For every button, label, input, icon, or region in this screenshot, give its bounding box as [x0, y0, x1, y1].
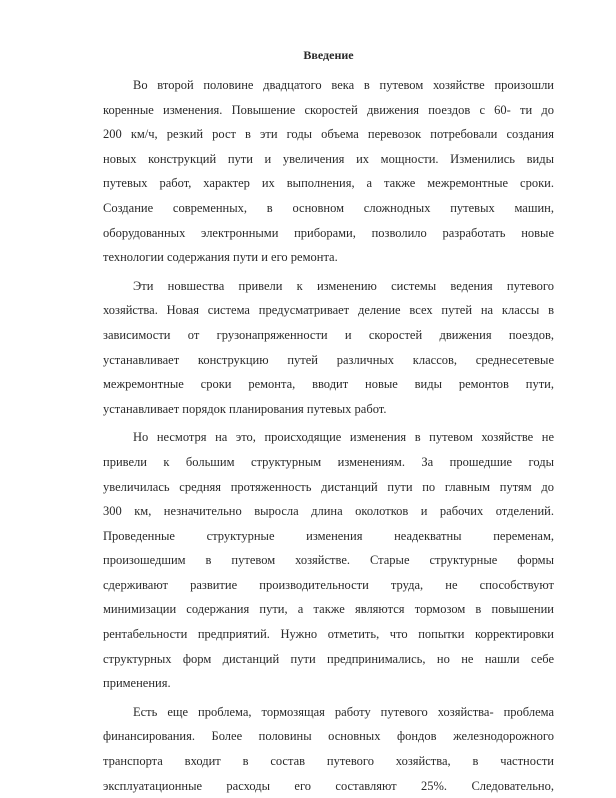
text-line: Создание современных, в основном сложнодных путевых машин, — [103, 200, 554, 215]
text-line: увеличилась средняя протяженность дистанций пути по главным путям до — [103, 479, 554, 494]
text-line: зависимости от грузонапряженности и скоростей движения поездов, — [103, 327, 554, 342]
body-text — [103, 73, 554, 798]
text-line: произошедшим в путевом хозяйстве. Старые структурные формы — [103, 553, 554, 568]
text-line: структурных форм дистанций пути предпринимались, но не нашли себе — [103, 651, 554, 666]
text-line: транспорта входит в состав путевого хозяйства, в частности — [103, 754, 554, 769]
text-line: привели к большим структурным изменениям. За прошедшие годы — [103, 454, 554, 469]
text-line: устанавливает порядок планирования путевых работ. — [103, 401, 387, 416]
paragraph — [103, 425, 554, 696]
text-line: 200 км/ч, резкий рост в эти годы объема перевозок потребовали создания — [103, 127, 554, 142]
text-line: путевых работ, характер их выполнения, а также межремонтные сроки. — [103, 176, 554, 191]
text-line: новых конструкций пути и увеличения их мощности. Изменились виды — [103, 151, 554, 166]
text-line: технологии содержания пути и его ремонта. — [103, 250, 338, 265]
text-line: эксплуатационные расходы его составляют 25%. Следовательно, — [103, 778, 554, 793]
text-line: Проведенные структурные изменения неадекватны переменам, — [103, 528, 554, 543]
text-line: межремонтные сроки ремонта, вводит новые виды ремонтов пути, — [103, 377, 554, 392]
page-title: Введение — [303, 48, 354, 62]
paragraph — [103, 73, 554, 270]
paragraph — [103, 700, 554, 798]
text-line: 300 км, незначительно выросла длина околотков и рабочих отделений. — [103, 504, 554, 519]
text-line: применения. — [103, 676, 171, 691]
text-line: Но несмотря на это, происходящие изменения в путевом хозяйстве не — [133, 430, 554, 445]
paragraph — [103, 274, 554, 422]
text-line: коренные изменения. Повышение скоростей движения поездов с 60- ти до — [103, 102, 554, 117]
text-line: финансирования. Более половины основных фондов железнодорожного — [103, 729, 554, 744]
text-line: хозяйства. Новая система предусматривает деление всех путей на классы в — [103, 303, 554, 318]
text-line: рентабельности предприятий. Нужно отметить, что попытки корректировки — [103, 627, 554, 642]
text-line: Есть еще проблема, тормозящая работу путевого хозяйства- проблема — [133, 704, 554, 719]
text-line: Эти новшества привели к изменению системы ведения путевого — [133, 278, 554, 293]
text-line: оборудованных электронными приборами, позволило разработать новые — [103, 225, 554, 240]
text-line: минимизации содержания пути, а также являются тормозом в повышении — [103, 602, 554, 617]
text-line: устанавливает конструкцию путей различных классов, среднесетевые — [103, 352, 554, 367]
text-line: Во второй половине двадцатого века в путевом хозяйстве произошли — [133, 78, 554, 92]
text-line: сдерживают развитие производительности труда, не способствуют — [103, 577, 554, 592]
